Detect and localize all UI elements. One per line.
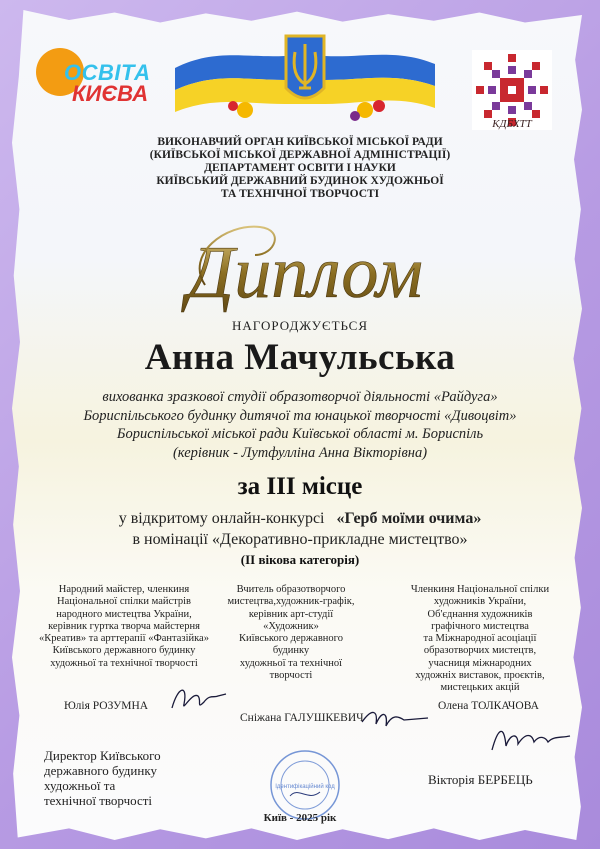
director-line: художньої та	[44, 778, 116, 793]
credential-line: художників України,	[433, 596, 527, 608]
credential-line: Народний майстер, членкиня	[58, 584, 190, 595]
signature-3-icon	[488, 716, 574, 756]
header-line: (КИЇВСЬКОЇ МІСЬКОЇ ДЕРЖАВНОЇ АДМІНІСТРАЦІЇ)	[149, 149, 451, 161]
place-and-year: Київ - 2025 рік	[263, 812, 337, 824]
credential-line: учасниця міжнародних	[428, 657, 532, 669]
director-line: державного будинку	[44, 763, 157, 778]
contest-prefix: у відкритому онлайн-конкурсі	[118, 510, 325, 527]
jury-member-1-credentials	[34, 584, 214, 670]
place-award: за ІІІ місце	[237, 473, 363, 500]
credential-line: Членкиня Національної спілки	[410, 584, 550, 595]
credential-line: графічного мистецтва	[431, 620, 529, 632]
credential-line: Об'єднання художників	[427, 608, 533, 620]
credential-line: Вчитель образотворчого	[236, 584, 346, 595]
contest-info	[0, 508, 600, 550]
credential-line: художньої та технічної творчості	[50, 657, 198, 669]
header-line: ДЕПАРТАМЕНТ ОСВІТИ І НАУКИ	[204, 162, 396, 174]
credential-line: «Художник»	[263, 620, 319, 632]
director-line: Директор Київського	[44, 748, 161, 763]
stamp-text: Ідентифікаційний код	[275, 784, 335, 790]
diploma-title	[165, 215, 445, 320]
header-line: КИЇВСЬКИЙ ДЕРЖАВНИЙ БУДИНОК ХУДОЖНЬОЇ	[156, 175, 444, 187]
osvita-kyiv-logo	[36, 48, 156, 104]
credential-line: Київського державного будинку	[52, 645, 196, 657]
issuer-header	[0, 136, 600, 201]
credential-line: художніх виставок, проєктів,	[415, 670, 545, 682]
director-title	[44, 748, 161, 808]
nomination: в номінації «Декоративно-прикладне мистецтво»	[132, 531, 468, 548]
credential-line: та Міжнародної асоціації	[423, 633, 537, 645]
logo-kyiv-text: КИЄВА	[72, 81, 149, 106]
recipient-description	[0, 388, 600, 462]
header-line: ТА ТЕХНІЧНОЇ ТВОРЧОСТІ	[220, 188, 380, 200]
logo-osvita-text: ОСВІТА	[64, 60, 151, 85]
description-line: Бориспільського будинку дитячої та юнацької творчості «Дивоцвіт»	[83, 407, 517, 424]
description-line: вихованка зразкової студії образотворчої діяльності «Райдуга»	[102, 389, 498, 405]
jury-member-1-name: Юлія РОЗУМНА	[64, 700, 149, 712]
director-line: технічної творчості	[44, 793, 153, 808]
credential-line: керівник арт-студії	[248, 608, 334, 620]
credential-line: образотворчих мистецтв,	[423, 645, 537, 657]
credential-line: мистецтва,художник-графік,	[227, 596, 355, 608]
diploma-title-text: Диплом	[187, 232, 423, 314]
credential-line: «Креатив» та арттерапії «Фантазійка»	[39, 633, 209, 645]
contest-name: «Герб моїми очима»	[336, 510, 482, 527]
age-category: (ІІ вікова категорія)	[240, 552, 360, 567]
description-line: Бориспільської міської ради Київської області м. Бориспіль	[116, 426, 484, 442]
credential-line: народного мистецтва України,	[56, 608, 192, 620]
credential-line: будинку	[272, 645, 310, 657]
kdbhtt-caption: КДБХТТ	[492, 118, 532, 130]
jury-member-3-credentials	[392, 584, 568, 695]
signature-1-icon	[168, 680, 230, 716]
award-label: НАГОРОДЖУЄТЬСЯ	[231, 318, 369, 333]
header-line: ВИКОНАВЧИЙ ОРГАН КИЇВСЬКОЇ МІСЬКОЇ РАДИ	[157, 136, 443, 148]
contest-line	[0, 508, 600, 529]
credential-line: Київського державного	[239, 633, 343, 645]
director-name: Вікторія БЕРБЕЦЬ	[428, 772, 533, 787]
credential-line: керівник гуртка творча майстерня	[48, 620, 200, 632]
jury-member-2-credentials	[214, 584, 368, 682]
credential-line: творчості	[269, 670, 313, 682]
signature-2-icon	[358, 700, 432, 736]
credential-line: Національної спілки майстрів	[57, 596, 191, 608]
flag-coat-of-arms-emblem	[175, 28, 435, 128]
credential-line: художньої та технічної	[239, 657, 343, 669]
credential-line: мистецьких акцій	[440, 682, 520, 694]
recipient-name: Анна Мачульська	[144, 337, 456, 378]
description-line: (керівник - Лутфулліна Анна Вікторівна)	[172, 444, 428, 461]
official-stamp	[268, 748, 342, 822]
jury-member-2-name: Сніжана ГАЛУШКЕВИЧ	[240, 712, 364, 724]
jury-member-3-name: Олена ТОЛКАЧОВА	[438, 700, 539, 712]
